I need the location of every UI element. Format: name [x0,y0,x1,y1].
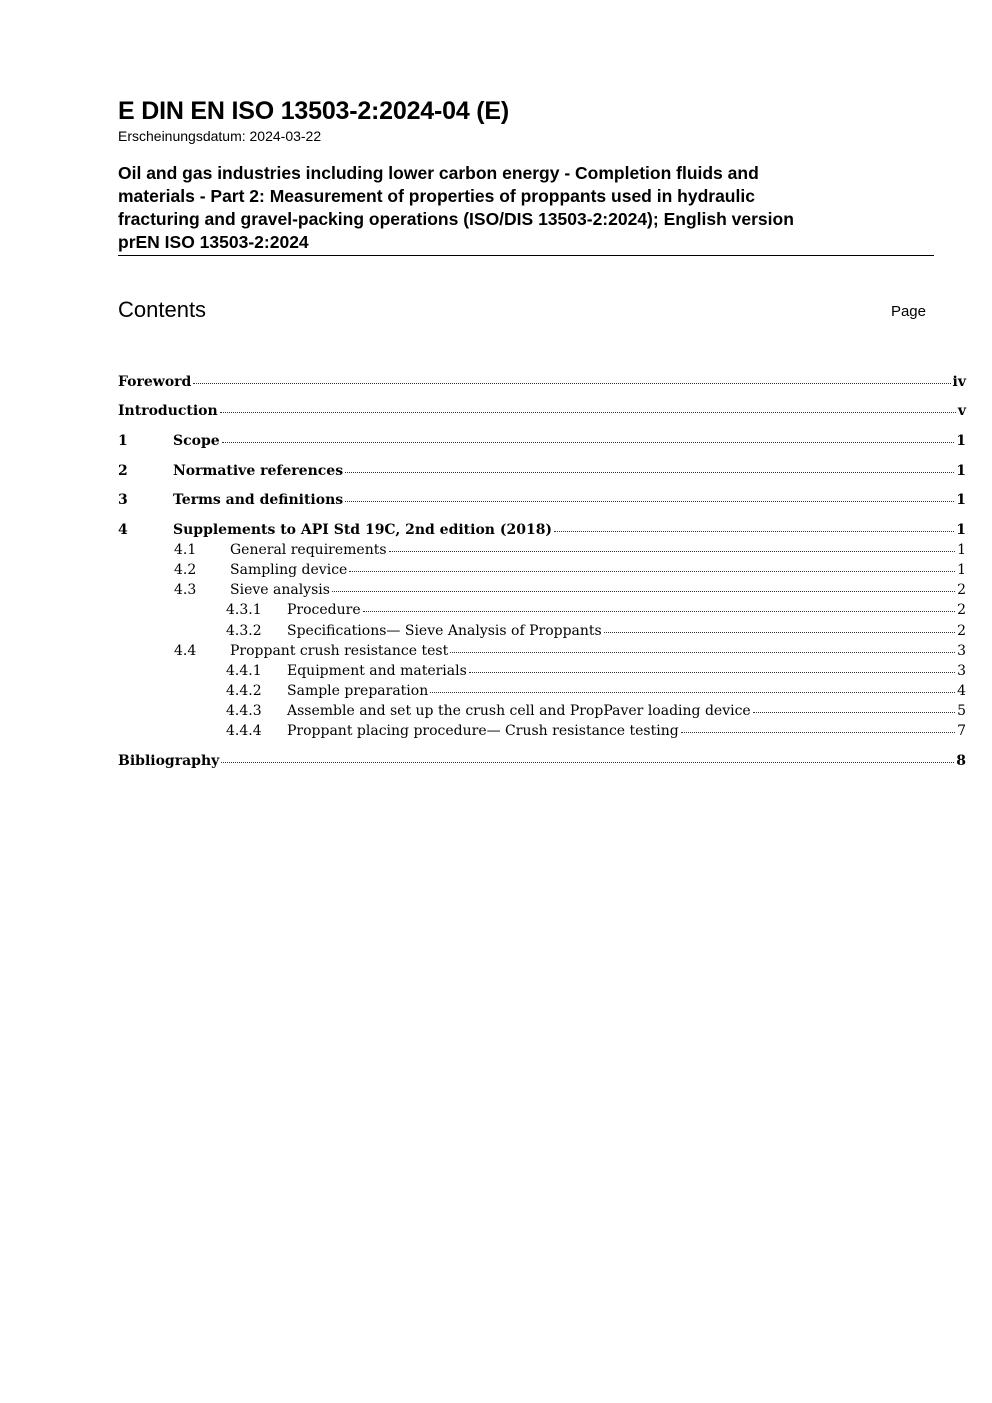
contents-heading [118,296,926,324]
toc-entry-label: Proppant crush resistance test [230,643,449,659]
toc-entry-number: 4.2 [174,562,197,578]
toc-entry-number: 4.3 [174,582,197,598]
toc-entry[interactable] [118,374,966,394]
toc-entry-number: 4 [118,522,128,538]
toc-entry-label: Foreword [118,374,192,390]
document-id: E DIN EN ISO 13503-2:2024-04 (E) [118,97,509,125]
toc-entry-page: 1 [956,463,966,479]
document-header [118,96,934,256]
toc-entry-page: 3 [957,663,966,679]
toc-entry-page: 3 [957,643,966,659]
toc-leader-dots [681,731,955,733]
toc-entry[interactable] [118,753,966,773]
toc-entry-page: 4 [957,683,966,699]
toc-entry-number: 4.4 [174,643,197,659]
toc-entry[interactable] [118,623,966,643]
toc-entry-page: 1 [957,562,966,578]
toc-entry[interactable] [118,703,966,723]
toc-entry-page: 2 [957,602,966,618]
toc-entry-label: Scope [173,433,220,449]
toc-entry-label: Introduction [118,403,218,419]
toc-entry[interactable] [118,562,966,582]
toc-entry[interactable] [118,542,966,562]
document-title-line: prEN ISO 13503-2:2024 [118,232,309,252]
toc-entry-label: Equipment and materials [287,663,467,679]
toc-entry[interactable] [118,683,966,703]
document-title [118,162,934,256]
toc-entry-label: General requirements [230,542,387,558]
toc-entry-page: 8 [956,753,966,769]
toc-entry-page: 5 [957,703,966,719]
toc-leader-dots [389,550,956,552]
toc-entry-number: 1 [118,433,128,449]
toc-leader-dots [469,671,955,673]
toc-entry-page: 2 [957,623,966,639]
publication-date: Erscheinungsdatum: 2024-03-22 [118,128,322,144]
toc-leader-dots [363,610,955,612]
toc-entry-label: Sample preparation [287,683,429,699]
toc-leader-dots [753,711,955,713]
toc-entry-page: 1 [956,522,966,538]
toc-entry-label: Sampling device [230,562,348,578]
toc-entry-number: 4.3.2 [226,623,262,639]
toc-entry[interactable] [118,663,966,683]
toc-entry[interactable] [118,492,966,512]
toc-entry-number: 2 [118,463,128,479]
toc-entry-number: 4.4.3 [226,703,262,719]
toc-entry-label: Supplements to API Std 19C, 2nd edition (2018) [173,522,553,538]
toc-entry-number: 4.1 [174,542,197,558]
toc-entry-number: 3 [118,492,128,508]
toc-entry[interactable] [118,723,966,743]
toc-leader-dots [554,530,954,532]
toc-entry-page: 7 [957,723,966,739]
toc-entry-page: 1 [957,542,966,558]
toc-leader-dots [349,570,955,572]
toc-entry-page: v [957,403,966,419]
document-title-line: fracturing and gravel-packing operations (ISO/DIS 13503-2:2024); English version [118,209,794,229]
toc-entry[interactable] [118,463,966,483]
page-column-label: Page [890,303,926,320]
toc-entry-number: 4.4.1 [226,663,262,679]
toc-leader-dots [450,651,955,653]
toc-entry-label: Bibliography [118,753,220,769]
toc-entry[interactable] [118,403,966,423]
toc-leader-dots [222,441,955,443]
toc-leader-dots [345,500,954,502]
toc-entry-label: Specifications— Sieve Analysis of Proppants [287,623,602,639]
toc-entry-number: 4.4.4 [226,723,262,739]
toc-entry-label: Terms and definitions [173,492,344,508]
toc-entry[interactable] [118,522,966,542]
toc-leader-dots [430,691,955,693]
toc-entry-page: iv [952,374,966,390]
toc-entry-page: 1 [956,492,966,508]
toc-entry-page: 1 [956,433,966,449]
toc-leader-dots [332,590,955,592]
toc-entry[interactable] [118,433,966,453]
document-title-line: materials - Part 2: Measurement of properties of proppants used in hydraulic [118,186,755,206]
toc-entry-label: Procedure [287,602,361,618]
contents-title: Contents [118,297,207,322]
toc-entry-label: Assemble and set up the crush cell and PropPaver loading device [287,703,751,719]
toc-entry[interactable] [118,643,966,663]
toc-leader-dots [221,761,954,763]
toc-entry[interactable] [118,582,966,602]
toc-leader-dots [604,631,955,633]
toc-entry-page: 2 [957,582,966,598]
toc-entry-label: Normative references [173,463,344,479]
toc-entry-label: Proppant placing procedure— Crush resistance testing [287,723,679,739]
toc-leader-dots [220,411,956,413]
toc-entry-number: 4.4.2 [226,683,262,699]
toc-leader-dots [345,471,954,473]
document-title-line: Oil and gas industries including lower carbon energy - Completion fluids and [118,163,759,183]
toc-entry-label: Sieve analysis [230,582,330,598]
toc-entry[interactable] [118,602,966,622]
toc-entry-number: 4.3.1 [226,602,262,618]
toc-leader-dots [193,382,950,384]
